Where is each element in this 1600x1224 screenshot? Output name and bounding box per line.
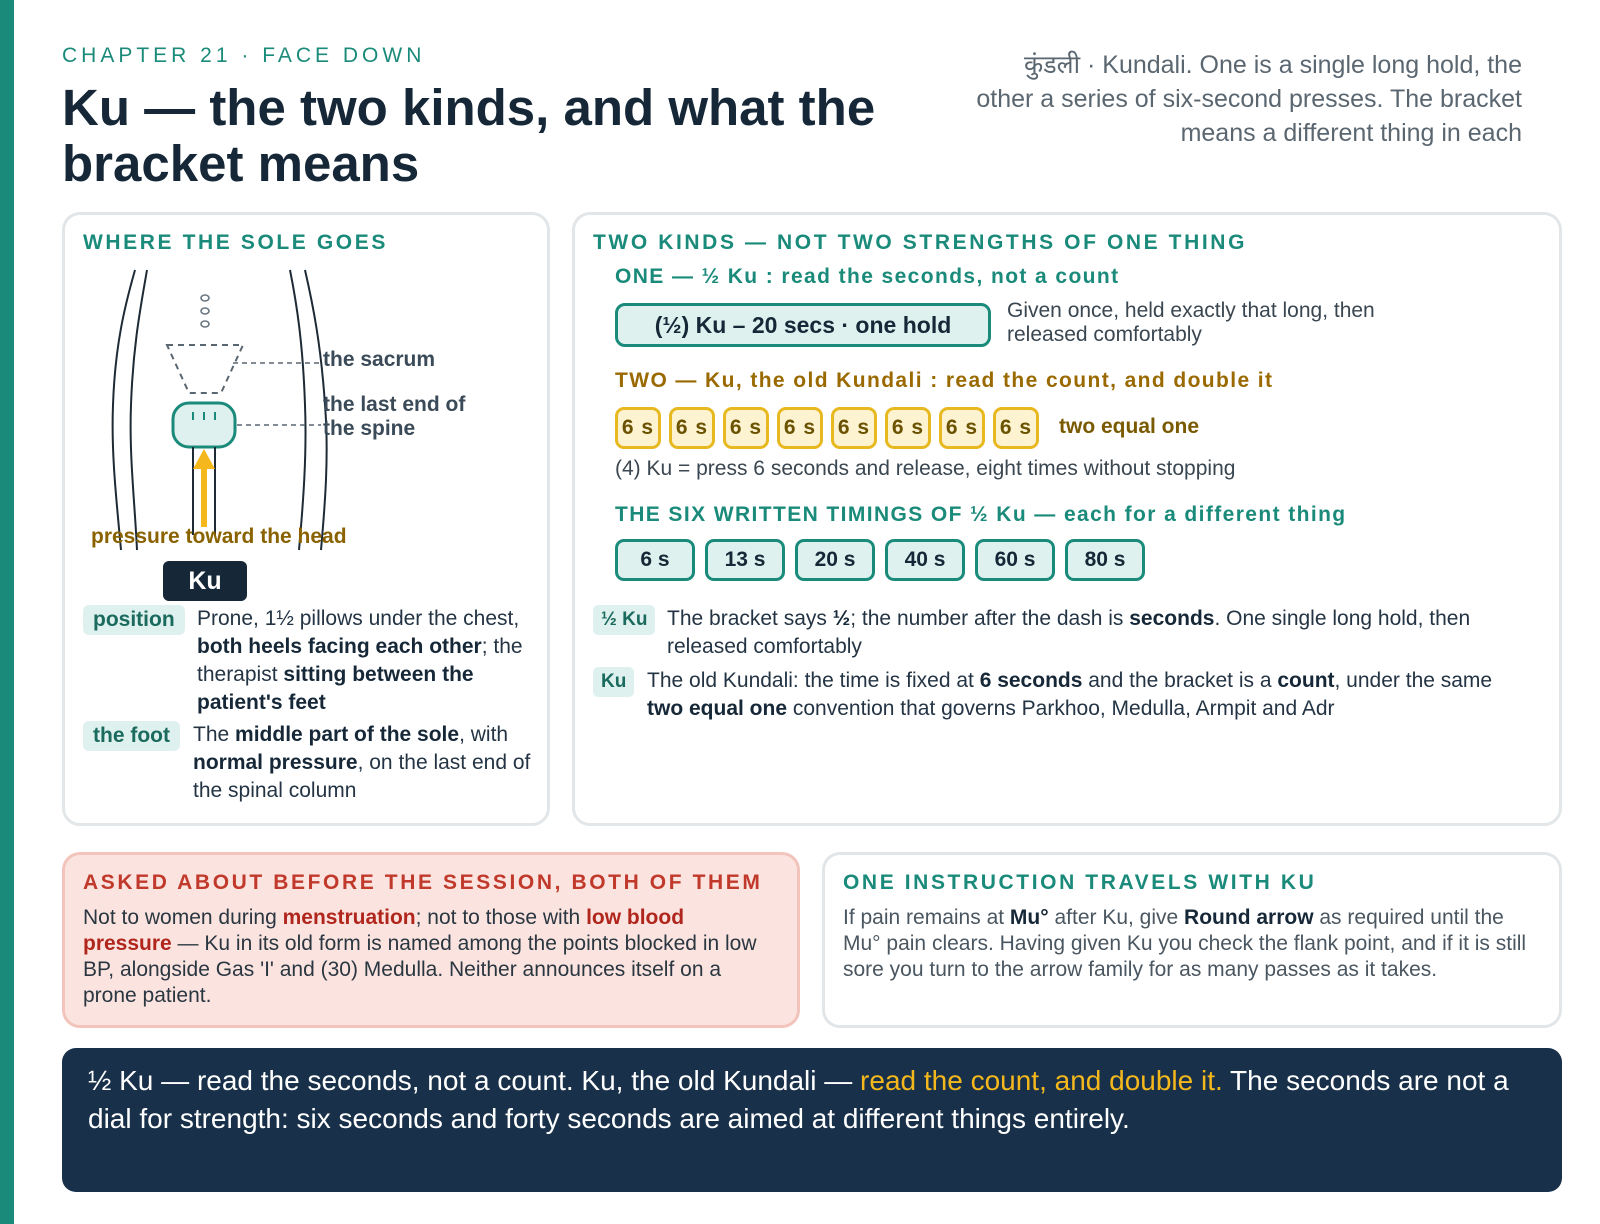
- ku-text: The old Kundali: the time is fixed at 6 seconds and the bracket is a count, under the same two equal one convention that governs Parkhoo, Medulla, Armpit and Adr: [647, 669, 1493, 720]
- ku-definition: [593, 667, 1533, 757]
- position-row: [83, 605, 533, 715]
- timings-heading: THE SIX WRITTEN TIMINGS OF ½ Ku — each for a different thing: [615, 503, 1347, 526]
- label-spine-line1: the last end of: [323, 393, 466, 416]
- foot-text: The middle part of the sole, with normal pressure, on the last end of the spinal column: [193, 723, 531, 802]
- half-ku-text: The bracket says ½; the number after the dash is seconds. One single long hold, then released comfortably: [667, 607, 1471, 658]
- label-spine-line2: the spine: [323, 417, 416, 440]
- page-title: Ku — the two kinds, and what the bracket means: [62, 79, 876, 192]
- two-heading: TWO — Ku, the old Kundali : read the count, and double it: [615, 369, 1274, 392]
- chapter-label: CHAPTER 21 · FACE DOWN: [62, 44, 426, 67]
- position-tag: position: [83, 605, 185, 635]
- six-second-box: 6 s: [669, 407, 715, 449]
- foot-row: [83, 721, 533, 811]
- one-heading: ONE — ½ Ku : read the seconds, not a count: [615, 265, 1120, 288]
- sacrum-outline: [167, 345, 243, 393]
- spine-end-box: [173, 403, 235, 447]
- vertebrae-dots: [201, 295, 209, 327]
- ku-badge: Ku: [163, 561, 247, 601]
- six-second-box: 6 s: [777, 407, 823, 449]
- kinds-heading: TWO KINDS — NOT TWO STRENGTHS OF ONE THING: [593, 231, 1248, 254]
- sole-heading: WHERE THE SOLE GOES: [83, 231, 388, 254]
- ask-body: Not to women during menstruation; not to those with low blood pressure — Ku in its old form is named among the points blocked in low BP, alongside Gas 'I' and (30) Medulla. Neither announces itself on a prone patient.: [83, 906, 757, 1007]
- body-outline-left-inner: [131, 270, 147, 550]
- timing-box: 80 s: [1065, 539, 1145, 581]
- position-text: Prone, 1½ pillows under the chest, both heels facing each other; the therapist sitting between the patient's feet: [197, 607, 523, 714]
- pressure-arrow-head: [193, 449, 215, 469]
- six-second-box: 6 s: [885, 407, 931, 449]
- timing-box: 6 s: [615, 539, 695, 581]
- timing-box: 60 s: [975, 539, 1055, 581]
- contraindications-panel: [62, 852, 800, 1028]
- timings-row: [615, 539, 1145, 581]
- half-ku-tag: ½ Ku: [593, 605, 655, 635]
- sole-panel: [62, 212, 550, 826]
- kinds-panel: [572, 212, 1562, 826]
- half-ku-definition: [593, 605, 1533, 665]
- instruction-panel: [822, 852, 1562, 1028]
- instr-body: If pain remains at Mu° after Ku, give Round arrow as required until the Mu° pain clears. Having given Ku you check the flank point, and if it is still sore you turn to the arrow family for as many passes as it takes.: [843, 906, 1527, 981]
- summary-banner: ½ Ku — read the seconds, not a count. Ku, the old Kundali — read the count, and double it. The seconds are not a dial for strength: six seconds and forty seconds are aimed at different things entirely.: [62, 1048, 1562, 1192]
- six-second-box: 6 s: [723, 407, 769, 449]
- one-hold-pill: (½) Ku – 20 secs · one hold: [615, 303, 991, 347]
- timing-box: 40 s: [885, 539, 965, 581]
- spine-diagram: [85, 265, 535, 555]
- six-second-box: 6 s: [993, 407, 1039, 449]
- six-second-box: 6 s: [831, 407, 877, 449]
- four-ku-note: (4) Ku = press 6 seconds and release, eight times without stopping: [615, 457, 1236, 480]
- ku-tag: Ku: [593, 667, 634, 697]
- six-second-box: 6 s: [939, 407, 985, 449]
- timing-box: 20 s: [795, 539, 875, 581]
- ask-heading: ASKED ABOUT BEFORE THE SESSION, BOTH OF THEM: [83, 871, 763, 894]
- foot-tag: the foot: [83, 721, 180, 751]
- intro-text: कुंडली · Kundali. One is a single long hold, the other a series of six-second presses. The bracket means a different thing in each: [976, 51, 1522, 147]
- label-pressure: pressure toward the head: [91, 525, 347, 548]
- one-hold-note: Given once, held exactly that long, then released comfortably: [1007, 299, 1375, 346]
- six-second-box: 6 s: [615, 407, 661, 449]
- sidebar-stripe: [0, 0, 14, 1224]
- timing-box: 13 s: [705, 539, 785, 581]
- label-sacrum: the sacrum: [323, 348, 436, 371]
- body-outline-right-inner: [290, 270, 306, 550]
- six-second-row: [615, 407, 1039, 449]
- two-equal-one-label: two equal one: [1059, 415, 1200, 438]
- instr-heading: ONE INSTRUCTION TRAVELS WITH KU: [843, 871, 1317, 894]
